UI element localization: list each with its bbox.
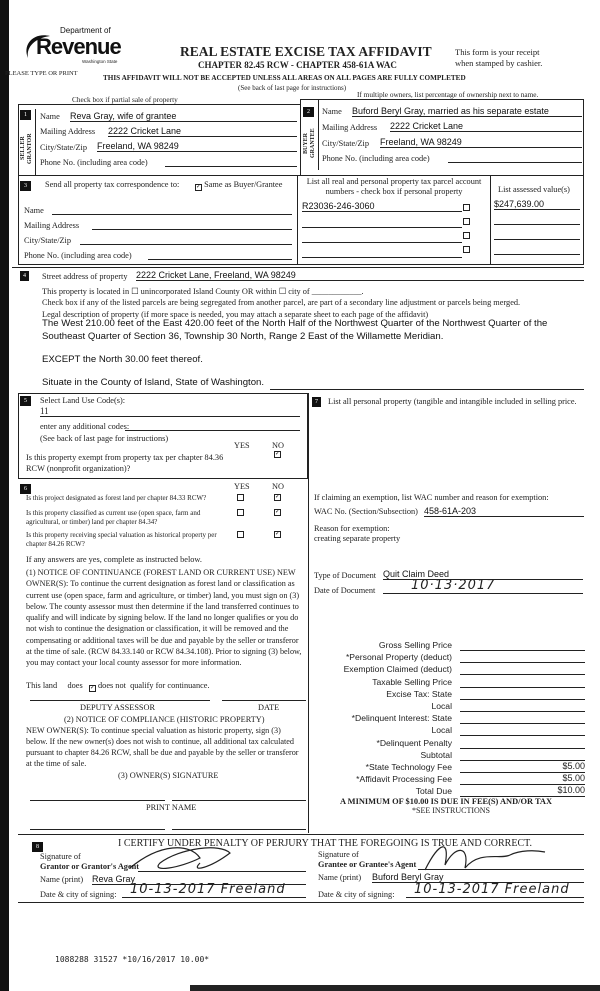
buyer-label: BUYER GRANTEE [303, 128, 316, 159]
fee-label: Subtotal [420, 749, 452, 760]
corr-phone-label: Phone No. (including area code) [24, 251, 132, 260]
forest-no-checkbox[interactable]: ✓ [275, 494, 281, 500]
assessed-field-3[interactable] [494, 239, 580, 240]
does-option[interactable]: does [67, 681, 83, 690]
current-use-no-checkbox[interactable]: ✓ [275, 509, 281, 515]
partial-sale-note: Check box if partial sale of property [72, 95, 178, 104]
grantee-name-field[interactable]: Buford Beryl Gray [372, 872, 584, 883]
fee-label: *Delinquent Penalty [376, 737, 452, 748]
owner-signature-line[interactable] [30, 800, 165, 801]
corr-phone-field[interactable] [148, 259, 292, 260]
qualify-label: qualify for continuance. [130, 681, 210, 690]
legal-description-line-3: EXCEPT the North 30.00 feet thereof. [42, 354, 203, 365]
buyer-address-field[interactable]: 2222 Cricket Lane [390, 121, 582, 132]
legal-description-label: Legal description of property (if more space is needed, you may attach a separate sheet to each page of the affidavit) [42, 310, 429, 319]
section-1-number: 1 [20, 110, 31, 120]
fee-label: Taxable Selling Price [372, 676, 452, 687]
divider [35, 109, 36, 176]
divider [18, 902, 584, 903]
notice-of-compliance-title: (2) NOTICE OF COMPLIANCE (HISTORIC PROPERTY) [64, 715, 265, 724]
no-header: NO [272, 482, 284, 491]
location-line: This property is located in ☐ unincorporated Island County OR within ☐ city of ____________. [42, 287, 364, 296]
divider [318, 100, 319, 170]
grantor-sig-label: Signature of [40, 852, 81, 861]
section-6-number: 6 [20, 484, 31, 494]
owner-signature-line-2[interactable] [172, 800, 306, 801]
yes-header: YES [234, 441, 250, 450]
same-as-buyer-checkbox[interactable]: ✓ Same as Buyer/Grantee [196, 180, 283, 190]
reason-label: Reason for exemption: [314, 524, 390, 533]
deputy-assessor-line[interactable] [30, 700, 210, 701]
personal-property-checkbox-1[interactable] [463, 204, 470, 211]
form-chapter: CHAPTER 82.45 RCW - CHAPTER 458-61A WAC [198, 60, 397, 70]
forest-land-question: Is this project designated as forest land per chapter 84.33 RCW? [26, 494, 207, 502]
buyer-city-label: City/State/Zip [322, 139, 370, 148]
corr-name-field[interactable] [52, 214, 292, 215]
fee-label: Local [431, 725, 452, 736]
no-header: NO [272, 441, 284, 450]
section-7-number: 7 [312, 397, 321, 407]
personal-property-checkbox-3[interactable] [463, 232, 470, 239]
parcel-header: List all real and personal property tax parcel account numbers - check box if personal property [306, 177, 482, 196]
corr-address-field[interactable] [92, 229, 292, 230]
deputy-assessor-label: DEPUTY ASSESSOR [80, 703, 156, 712]
warning: THIS AFFIDAVIT WILL NOT BE ACCEPTED UNLESS ALL AREAS ON ALL PAGES ARE FULLY COMPLETED [103, 74, 466, 82]
seller-label: SELLER GRANTOR [20, 133, 33, 164]
section-4-number: 4 [20, 271, 29, 281]
street-address-field[interactable]: 2222 Cricket Lane, Freeland, WA 98249 [136, 270, 584, 281]
legal-description-line-4: Situate in the County of Island, State of Washington. [42, 377, 265, 388]
grantor-date-label: Date & city of signing: [40, 890, 117, 899]
grantor-signature [120, 838, 250, 878]
multiple-owners-note: If multiple owners, list percentage of ownership next to name. [357, 90, 539, 99]
parcel-field-4[interactable] [302, 257, 462, 258]
seller-address-field[interactable]: 2222 Cricket Lane [108, 126, 297, 137]
scan-edge-bottom [190, 985, 600, 991]
segregated-note: Check box if any of the listed parcels are being segregated from another parcel, are part of a secondary line adjustment or parcels being merged. [42, 298, 521, 307]
seller-phone-field[interactable] [165, 166, 297, 167]
additional-codes-label: enter any additional codes: [40, 422, 130, 431]
corr-city-field[interactable] [80, 244, 292, 245]
wac-number-field[interactable]: 458-61A-203 [424, 506, 584, 517]
land-use-label: Select Land Use Code(s): [40, 396, 126, 405]
historic-yes-checkbox[interactable] [237, 531, 244, 538]
forest-yes-checkbox[interactable] [237, 494, 244, 501]
buyer-city-field[interactable]: Freeland, WA 98249 [380, 137, 582, 148]
fee-label: Gross Selling Price [378, 640, 452, 650]
fee-value[interactable] [460, 688, 585, 700]
fee-label: Exemption Claimed (deduct) [343, 664, 452, 675]
see-instructions: *SEE INSTRUCTIONS [412, 806, 491, 815]
personal-property-checkbox-2[interactable] [463, 218, 470, 225]
divider [18, 834, 584, 835]
if-yes-note: If any answers are yes, complete as instructed below. [26, 555, 202, 564]
fee-label: *Delinquent Interest: State [351, 713, 452, 724]
owner-signature-label: (3) OWNER(S) SIGNATURE [118, 771, 219, 780]
divider [297, 175, 298, 265]
grantee-date-label: Date & city of signing: [318, 890, 395, 899]
fee-value[interactable] [460, 724, 585, 736]
seller-phone-label: Phone No. (including area code) [40, 158, 148, 167]
section-2-number: 2 [303, 107, 314, 117]
doc-type-label: Type of Document [314, 571, 377, 580]
buyer-name-field[interactable]: Buford Beryl Gray, married as his separate estate [352, 106, 582, 117]
date-label: DATE [258, 703, 280, 712]
correspondence-label: Send all property tax correspondence to: [45, 180, 180, 189]
does-not-checkbox[interactable]: ✓ [89, 685, 95, 691]
print-name-line-2[interactable] [172, 829, 306, 830]
fee-label: Total Due [415, 786, 452, 797]
wac-label: WAC No. (Section/Subsection) [314, 507, 418, 516]
legal-description-line-2: Southeast Quarter of Section 36, Township 30 North, Range 2 East of the Willamette Meridian. [42, 331, 444, 342]
fee-label: Excise Tax: State [386, 688, 452, 699]
doc-date-label: Date of Document [314, 586, 376, 595]
yes-header: YES [234, 482, 250, 491]
seller-city-label: City/State/Zip [40, 143, 88, 152]
print-name-label: PRINT NAME [146, 803, 197, 812]
grantee-sig-label: Signature of [318, 850, 359, 859]
fee-value[interactable] [460, 700, 585, 712]
same-as-buyer-label: Same as Buyer/Grantee [204, 180, 283, 189]
fee-value[interactable] [460, 712, 585, 724]
assessed-header: List assessed value(s) [498, 185, 570, 194]
section-3-number: 3 [20, 181, 31, 191]
dor-logo: Department of Revenue Washington State [22, 26, 122, 70]
seller-addr-label: Mailing Address [40, 127, 96, 136]
grantor-name-label: Name (print) [40, 875, 84, 884]
certification: I CERTIFY UNDER PENALTY OF PERJURY THAT THE FOREGOING IS TRUE AND CORRECT. [118, 838, 532, 849]
assessed-value-field[interactable]: $247,639.00 [494, 199, 580, 210]
fee-value[interactable] [460, 737, 585, 749]
personal-property-label: List all personal property (tangible and intangible included in selling price. [328, 397, 577, 406]
divider [490, 175, 491, 265]
grantee-date-field[interactable]: 10-13-2017 Freeland [406, 882, 584, 898]
grantee-name-label: Name (print) [318, 873, 362, 882]
parcel-field-2[interactable] [302, 227, 462, 228]
see-back: (See back of last page for instructions) [238, 84, 347, 92]
cashier-stamp: 1088288 31527 *10/16/2017 10.00* [55, 955, 210, 964]
corr-city-label: City/State/Zip [24, 236, 72, 245]
fee-value[interactable]: $10.00 [460, 785, 585, 797]
parcel-field-3[interactable] [302, 242, 462, 243]
fee-label: Local [431, 701, 452, 711]
grantor-agent-label: Grantor or Grantor's Agent [40, 862, 140, 871]
divider [12, 267, 584, 268]
notice-of-compliance: NEW OWNER(S): To continue special valuation as historic property, sign (3) below. If the new owner(s) does not wish to continue, all additional tax calculated pursuant to chapter 84.26 RCW, shall be due and payable by the seller or transferor at the time of sale. [26, 726, 299, 768]
historic-question: Is this property receiving special valuation as historical property per chapter 84.26 RCW? [26, 531, 217, 548]
does-not-option[interactable]: does not [98, 681, 126, 690]
fee-value[interactable] [460, 749, 585, 761]
assessed-field-4[interactable] [494, 254, 580, 255]
fee-value[interactable]: $5.00 [460, 761, 585, 773]
please-type: PLEASE TYPE OR PRINT [5, 70, 78, 77]
historic-no-checkbox[interactable]: ✓ [275, 531, 281, 537]
print-name-line[interactable] [30, 829, 165, 830]
grantor-date-field[interactable]: 10-13-2017 Freeland [122, 882, 306, 898]
grantor-name-field[interactable]: Reva Gray [92, 874, 306, 885]
fee-value[interactable] [460, 639, 585, 651]
current-use-yes-checkbox[interactable] [237, 509, 244, 516]
land-use-code-field[interactable]: 11 [40, 406, 300, 417]
buyer-name-label: Name [322, 107, 342, 116]
exempt-question: Is this property exempt from property tax per chapter 84.36 RCW (nonprofit organization)? [26, 453, 224, 473]
current-use-question: Is this property classified as current use (open space, farm and agricultural, or timber) land per chapter 84.34? [26, 509, 201, 526]
fee-value[interactable] [460, 676, 585, 688]
fee-value[interactable] [460, 663, 585, 675]
exempt-no-checkbox[interactable]: ✓ [275, 451, 281, 457]
legal-description-line-1: The West 210.00 feet of the East 420.00 feet of the North Half of the Northwest Quarter of the Northwest Quarter of the [42, 318, 548, 329]
doc-type-field[interactable]: Quit Claim Deed [383, 569, 583, 580]
seller-name-label: Name [40, 112, 60, 121]
corr-addr-label: Mailing Address [24, 221, 80, 230]
fee-label: *Affidavit Processing Fee [356, 774, 452, 785]
parcel-number-field[interactable]: R23036-246-3060 [302, 201, 462, 212]
additional-codes-field[interactable] [125, 430, 300, 431]
exemption-label: If claiming an exemption, list WAC number and reason for exemption: [314, 493, 549, 502]
personal-property-checkbox-4[interactable] [463, 246, 470, 253]
street-address-label: Street address of property [42, 272, 128, 281]
doc-date-field[interactable]: 10·13·2017 [383, 578, 583, 594]
minimum-note: A MINIMUM OF $10.00 IS DUE IN FEE(S) AND/OR TAX [340, 797, 553, 806]
buyer-phone-field[interactable] [448, 162, 582, 163]
fee-value[interactable] [460, 651, 585, 663]
section-5-number: 5 [20, 396, 31, 406]
seller-name-field[interactable]: Reva Gray, wife of grantee [70, 111, 297, 122]
buyer-addr-label: Mailing Address [322, 123, 378, 132]
fee-value[interactable]: $5.00 [460, 773, 585, 785]
assessed-field-2[interactable] [494, 224, 580, 225]
continuance-line [26, 681, 210, 692]
notice-of-continuance: (1) NOTICE OF CONTINUANCE (FOREST LAND OR CURRENT USE) NEW OWNER(S): To continue the current designation as forest land or classification as current use (open space, farm and agriculture, or timber) land, you must sign on (3) below. The county assessor must then determine if the land transferred continues to qualify and will indicate by signing below. If the land no longer qualifies or you do not wish to continue the designation or classification, it will be removed and the compensating or additional taxes will be due and payable by the seller or transferor at the time of sale. (RCW 84.33.140 or RCW 84.34.108). Prior to signing (3) below, you may contact your local county assessor for more information. [26, 568, 302, 668]
section-8-number: 8 [32, 842, 43, 852]
form-title: REAL ESTATE EXCISE TAX AFFIDAVIT [180, 44, 432, 59]
corr-name-label: Name [24, 206, 44, 215]
grantee-agent-label: Grantee or Grantee's Agent [318, 860, 417, 869]
divider [270, 389, 584, 390]
seller-city-field[interactable]: Freeland, WA 98249 [97, 141, 297, 152]
buyer-phone-label: Phone No. (including area code) [322, 154, 430, 163]
date-line[interactable] [222, 700, 306, 701]
reason-field[interactable]: creating separate property [314, 534, 401, 543]
receipt-note-2: when stamped by cashier. [455, 58, 543, 68]
fee-label: *State Technology Fee [365, 762, 452, 772]
fee-label: *Personal Property (deduct) [345, 652, 452, 663]
scan-edge [0, 0, 9, 991]
receipt-note: This form is your receipt [455, 47, 540, 57]
this-land-label: This land [26, 681, 58, 690]
instructions-note: (See back of last page for instructions) [40, 434, 169, 443]
